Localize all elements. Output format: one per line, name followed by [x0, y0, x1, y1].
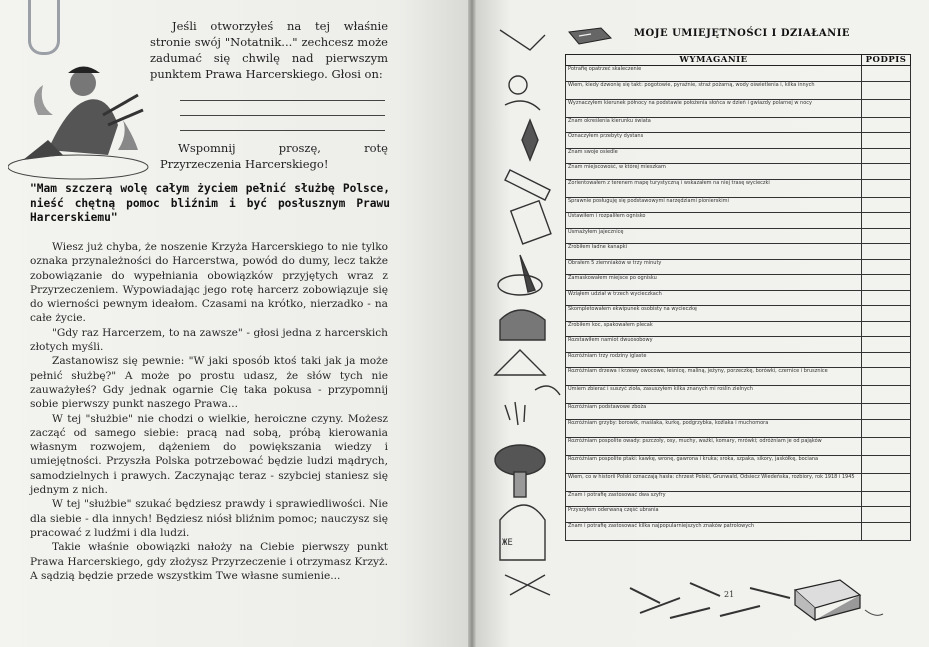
requirement-text: Rozróżniam trzy rodziny iglaste	[566, 352, 862, 368]
page-number: 21	[724, 590, 735, 599]
requirement-row	[566, 473, 911, 491]
requirement-row	[566, 213, 911, 229]
requirement-row	[566, 66, 911, 82]
column-header-signature: PODPIS	[862, 55, 911, 66]
requirement-text: Zrobiłem ładne kanapki	[566, 244, 862, 260]
signature-cell[interactable]	[862, 148, 911, 164]
box-illustration	[775, 570, 885, 625]
requirement-row	[566, 259, 911, 275]
requirement-text: Wziąłem udział w trzech wycieczkach	[566, 290, 862, 306]
column-header-requirement: WYMAGANIE	[566, 55, 862, 66]
requirement-text: Znam określenia kierunku świata	[566, 117, 862, 133]
requirement-row	[566, 404, 911, 420]
signature-cell[interactable]	[862, 386, 911, 404]
oath-reminder: Wspomnij proszę, rotę Przyrzeczenia Harcerskiego!	[160, 141, 388, 171]
signature-cell[interactable]	[862, 306, 911, 322]
paragraph: "Gdy raz Harcerzem, to na zawsze" - głosi jedna z harcerskich złotych myśli.	[30, 326, 388, 354]
requirements-table	[565, 54, 911, 541]
signature-cell[interactable]	[862, 404, 911, 420]
requirement-row	[566, 290, 911, 306]
requirement-text: Zamaskowałem miejsce po ognisku	[566, 275, 862, 291]
requirement-text: Rozróżniam pospolite owady: pszczoły, osy, muchy, ważki, komary, mrówki; odróżniam je od pająków	[566, 437, 862, 455]
requirement-text: Oznaczyłem przebyty dystans	[566, 133, 862, 149]
signature-cell[interactable]	[862, 368, 911, 386]
requirement-row	[566, 386, 911, 404]
requirement-row	[566, 164, 911, 180]
requirement-row	[566, 455, 911, 473]
requirement-text: Rozróżniam grzyby: borowik, maślaka, kurkę, podgrzybka, koźlaka i muchomora	[566, 419, 862, 437]
requirement-row	[566, 368, 911, 386]
page-title: MOJE UMIEJĘTNOŚCI I DZIAŁANIE	[633, 28, 851, 39]
paragraph: Zastanowisz się pewnie: "W jaki sposób ktoś taki jak ja może pełnić służbę?" A może po prostu udasz, że słów tych nie zauważyłeś? Gdy jednak ogarnie Cię taka pokusa - przypomnij sobie pierwszy punkt naszego Prawa...	[30, 355, 388, 411]
requirement-row	[566, 491, 911, 507]
paragraph: Takie właśnie obowiązki nałoży na Ciebie pierwszy punkt Prawa Harcerskiego, gdy złożysz Przyrzeczenie i otrzymasz Krzyż. A sądzią będzie przede wszystkim Twe własne sumienie...	[30, 541, 388, 582]
signature-cell[interactable]	[862, 419, 911, 437]
signature-cell[interactable]	[862, 133, 911, 149]
requirement-row	[566, 306, 911, 322]
signature-cell[interactable]	[862, 290, 911, 306]
signature-cell[interactable]	[862, 473, 911, 491]
svg-text:ЖЕ: ЖЕ	[502, 538, 513, 548]
requirement-text: Ustawiłem i rozpaliłem ognisko	[566, 213, 862, 229]
signature-cell[interactable]	[862, 275, 911, 291]
requirement-text: Obrałem 5 ziemniaków w trzy minuty	[566, 259, 862, 275]
body-text	[30, 240, 388, 583]
signature-cell[interactable]	[862, 117, 911, 133]
requirement-row	[566, 148, 911, 164]
signature-cell[interactable]	[862, 197, 911, 213]
requirement-text: Wiem, co w historii Polski oznaczają hasła: chrzest Polski, Grunwald, Odsiecz Wiedeńska, rozbiory, rok 1918 i 1945	[566, 473, 862, 491]
requirement-row	[566, 275, 911, 291]
camping-doodles-illustration	[490, 20, 565, 610]
signature-cell[interactable]	[862, 164, 911, 180]
signature-cell[interactable]	[862, 99, 911, 117]
answer-lines[interactable]	[180, 88, 385, 133]
requirement-row	[566, 117, 911, 133]
requirement-text: Znam i potrafię zastosować dwa szyfry	[566, 491, 862, 507]
scout-law-quote: "Mam szczerą wolę całym życiem pełnić służbę Polsce, nieść chętną pomoc bliźnim i być posłusznym Prawu Harcerskiemu"	[30, 182, 390, 224]
requirement-row	[566, 437, 911, 455]
requirement-row	[566, 522, 911, 540]
requirement-text: Umiem zbierać i suszyć zioła, zasuszyłem kilka znanych mi roślin zielnych	[566, 386, 862, 404]
requirement-row	[566, 197, 911, 213]
requirement-row	[566, 419, 911, 437]
requirement-text: Rozróżniam podstawowe zboża	[566, 404, 862, 420]
signature-cell[interactable]	[862, 228, 911, 244]
book-gutter	[468, 0, 476, 647]
matchbox-icon	[565, 24, 613, 48]
requirement-row	[566, 337, 911, 353]
signature-cell[interactable]	[862, 66, 911, 82]
requirement-text: Znam miejscowość, w której mieszkam	[566, 164, 862, 180]
requirement-row	[566, 352, 911, 368]
requirement-text: Rozstawiłem namiot dwuosobowy	[566, 337, 862, 353]
requirement-text: Skompletowałem ekwipunek osobisty na wycieczkę	[566, 306, 862, 322]
requirement-text: Sprawnie posługuję się podstawowymi narzędziami pionierskimi	[566, 197, 862, 213]
requirement-text: Przyszyłem oderwaną część ubrania	[566, 507, 862, 523]
requirement-row	[566, 244, 911, 260]
requirement-row	[566, 179, 911, 197]
signature-cell[interactable]	[862, 491, 911, 507]
signature-cell[interactable]	[862, 81, 911, 99]
signature-cell[interactable]	[862, 259, 911, 275]
paperclip-icon	[28, 0, 60, 55]
paragraph: Wiesz już chyba, że noszenie Krzyża Harcerskiego to nie tylko oznaka przynależności do Harcerstwa, powód do dumy, lecz także zobowiązanie do wypełniania obowiązków przyjętych wraz z Przyrzeczeniem. Wypowiadając jego rotę harcerz zobowiązuje się do wierności pewnym ideałom. Czasami na krótko, nierzadko - na całe życie.	[30, 241, 388, 325]
requirement-row	[566, 99, 911, 117]
requirement-row	[566, 81, 911, 99]
intro-text: Jeśli otworzyłeś na tej właśnie stronie swój "Notatnik..." zechcesz może zadumać się chwilę nad pierwszym punktem Prawa Harcerskiego. Głosi on:	[150, 19, 388, 81]
requirement-text: Rozróżniam pospolite ptaki: kawkę, wronę, gawrona i kruka; sroka, szpaka, sikory, jaskółkę, bociana	[566, 455, 862, 473]
requirement-row	[566, 321, 911, 337]
requirement-row	[566, 133, 911, 149]
signature-cell[interactable]	[862, 455, 911, 473]
signature-cell[interactable]	[862, 337, 911, 353]
signature-cell[interactable]	[862, 522, 911, 540]
requirement-text: Wyznaczyłem kierunek północy na podstawie położenia słońca w dzień i gwiazdy polarnej w nocy	[566, 99, 862, 117]
requirement-text: Potrafię opatrzeć skaleczenie	[566, 66, 862, 82]
signature-cell[interactable]	[862, 352, 911, 368]
requirement-text: Rozróżniam drzewa i krzewy owocowe, leśnicę, maliną, jeżyny, porzeczkę, borówki, czernice i brusznice	[566, 368, 862, 386]
signature-cell[interactable]	[862, 213, 911, 229]
signature-cell[interactable]	[862, 244, 911, 260]
requirement-text: Zorientowałem z terenem mapę turystyczną i wskazałem na niej trasę wycieczki	[566, 179, 862, 197]
scout-campfire-illustration	[8, 55, 158, 180]
requirement-row	[566, 507, 911, 523]
signature-cell[interactable]	[862, 437, 911, 455]
paragraph: W tej "służbie" nie chodzi o wielkie, heroiczne czyny. Możesz zacząć od samego siebie: pracą nad sobą, próbą kierowania własnym rozwojem, dążeniem do powiększania wiedzy i umiejętności. Przyszła Polska potrzebować będzie ludzi mądrych, samodzielnych i prawych. Zaczynając teraz - szybciej staniesz się jednym z nich.	[30, 412, 388, 497]
requirement-text: Znam i potrafię zastosować kilka najpopularniejszych znaków patrolowych	[566, 522, 862, 540]
signature-cell[interactable]	[862, 321, 911, 337]
requirement-text: Znam swoje osiedle	[566, 148, 862, 164]
requirement-text: Wiem, kiedy dzwonię się takt: pogotowie, pyrażnie, straż pożarną, wody oświetlenia i, kilka innych	[566, 81, 862, 99]
requirement-text: Usmażyłem jajecznicę	[566, 228, 862, 244]
requirement-text: Zrobiłem koc, spakowałem plecak	[566, 321, 862, 337]
signature-cell[interactable]	[862, 179, 911, 197]
paragraph: W tej "służbie" szukać będziesz prawdy i sprawiedliwości. Nie dla siebie - dla innych! Będziesz niósł bliźnim pomoc; nauczysz się pracować z ludźmi i dla ludzi.	[30, 498, 388, 539]
signature-cell[interactable]	[862, 507, 911, 523]
requirement-row	[566, 228, 911, 244]
